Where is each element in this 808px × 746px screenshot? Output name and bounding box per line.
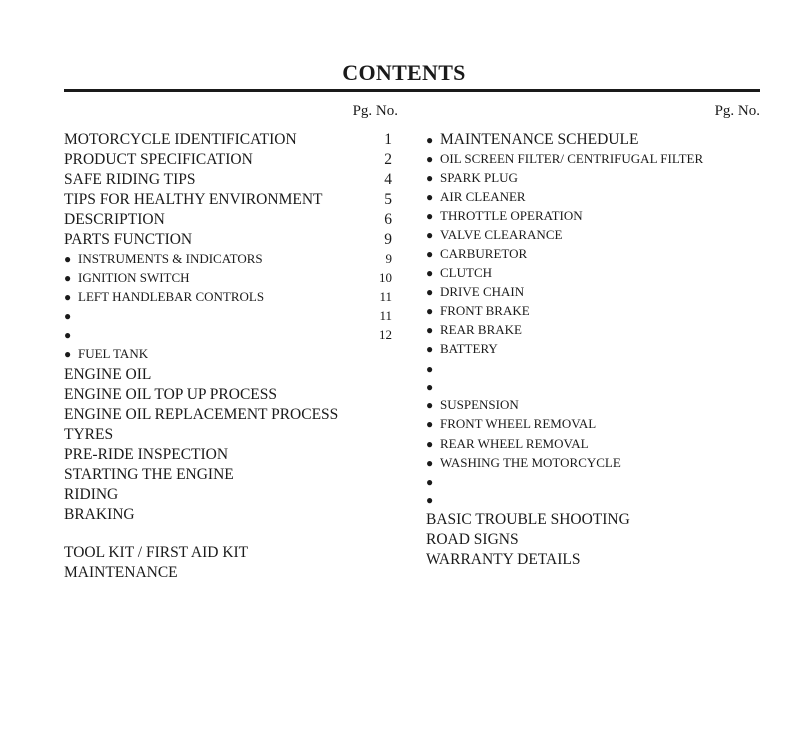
toc-subentry[interactable]: [64, 308, 398, 327]
toc-subentry[interactable]: [426, 265, 766, 284]
toc-entry[interactable]: [64, 446, 398, 466]
bullet-icon: ●: [64, 290, 72, 304]
toc-entry-label: LEFT HANDLEBAR CONTROLS: [78, 289, 265, 304]
toc-page-number: 1: [384, 131, 392, 148]
toc-entry-label: THROTTLE OPERATION: [440, 208, 583, 223]
toc-entry-label: ENGINE OIL TOP UP PROCESS: [64, 386, 278, 403]
toc-entry-label: ENGINE OIL: [64, 366, 152, 383]
bullet-icon: ●: [426, 190, 434, 204]
toc-entry-label: CARBURETOR: [440, 246, 528, 261]
toc-entry[interactable]: [426, 131, 766, 151]
toc-entry[interactable]: [64, 211, 398, 231]
toc-entry-label: REAR BRAKE: [440, 322, 522, 337]
toc-subentry[interactable]: [426, 379, 766, 397]
toc-page-number: 11: [379, 289, 392, 304]
bullet-icon: ●: [64, 271, 72, 285]
toc-entry[interactable]: [64, 506, 398, 526]
toc-entry[interactable]: [64, 386, 398, 406]
toc-subentry[interactable]: [426, 208, 766, 227]
toc-entry[interactable]: [64, 231, 398, 251]
toc-page-number: 9: [385, 251, 392, 266]
toc-entry-label: TYRES: [64, 426, 114, 443]
bullet-icon: ●: [426, 304, 434, 318]
page-title: CONTENTS: [342, 60, 466, 85]
toc-subentry[interactable]: [426, 492, 766, 511]
bullet-icon: ●: [426, 417, 434, 431]
toc-page-number: 10: [379, 270, 392, 285]
toc-entry-label: TIPS FOR HEALTHY ENVIRONMENT: [64, 191, 323, 208]
toc-entry-label: DESCRIPTION: [64, 211, 165, 228]
toc-entry[interactable]: [64, 426, 398, 446]
toc-entry-label: IGNITION SWITCH: [78, 270, 190, 285]
toc-subentry[interactable]: [426, 416, 766, 436]
toc-subentry[interactable]: [426, 246, 766, 265]
toc-entry[interactable]: [426, 511, 766, 531]
toc-subentry[interactable]: [426, 151, 766, 170]
toc-page-number: 9: [384, 231, 392, 248]
page-number-header-left: Pg. No.: [352, 103, 398, 119]
toc-entry-label: FRONT WHEEL REMOVAL: [440, 416, 597, 431]
toc-entry-label: WARRANTY DETAILS: [426, 551, 581, 568]
toc-page-number: 2: [384, 151, 392, 168]
toc-entry-label: SAFE RIDING TIPS: [64, 171, 196, 188]
toc-subentry[interactable]: [426, 474, 766, 492]
toc-entry[interactable]: [426, 531, 766, 551]
toc-subentry[interactable]: [426, 322, 766, 341]
bullet-icon: ●: [426, 380, 434, 394]
toc-subentry[interactable]: [426, 170, 766, 189]
toc-subentry[interactable]: [64, 327, 398, 346]
bullet-icon: ●: [426, 362, 434, 376]
toc-entry-label: REAR WHEEL REMOVAL: [440, 436, 589, 451]
bullet-icon: ●: [64, 252, 72, 266]
toc-entry-label: ROAD SIGNS: [426, 531, 519, 548]
toc-entry-label: FUEL TANK: [78, 346, 149, 361]
toc-subentry[interactable]: [64, 289, 398, 308]
toc-subentry[interactable]: [64, 251, 398, 270]
toc-entry-label: TOOL KIT / FIRST AID KIT: [64, 544, 249, 561]
contents-right-column: [426, 131, 766, 571]
toc-entry-label: PARTS FUNCTION: [64, 231, 193, 248]
toc-entry[interactable]: [64, 466, 398, 486]
bullet-icon: ●: [426, 266, 434, 280]
bullet-icon: ●: [426, 285, 434, 299]
bullet-icon: ●: [426, 323, 434, 337]
toc-entry-label: PRODUCT SPECIFICATION: [64, 151, 253, 168]
bullet-icon: ●: [426, 171, 434, 185]
toc-entry[interactable]: [64, 191, 398, 211]
toc-entry-label: ENGINE OIL REPLACEMENT PROCESS: [64, 406, 339, 423]
toc-subentry[interactable]: [64, 346, 398, 366]
bullet-icon: ●: [426, 133, 434, 147]
bullet-icon: ●: [426, 342, 434, 356]
title-divider: [64, 89, 760, 92]
bullet-icon: ●: [426, 152, 434, 166]
bullet-icon: ●: [426, 493, 434, 507]
bullet-icon: ●: [426, 247, 434, 261]
bullet-icon: ●: [426, 398, 434, 412]
toc-subentry[interactable]: [426, 397, 766, 416]
toc-entry-label: CLUTCH: [440, 265, 492, 280]
toc-page-number: 6: [384, 211, 392, 228]
toc-entry-label: PRE-RIDE INSPECTION: [64, 446, 229, 463]
toc-page-number: 4: [384, 171, 392, 188]
toc-entry[interactable]: [64, 151, 398, 171]
toc-entry-label: WASHING THE MOTORCYCLE: [440, 455, 621, 470]
toc-entry-label: STARTING THE ENGINE: [64, 466, 234, 483]
toc-subentry[interactable]: [426, 455, 766, 474]
toc-entry-label: SPARK PLUG: [440, 170, 518, 185]
toc-subentry[interactable]: [426, 341, 766, 361]
toc-subentry[interactable]: [426, 284, 766, 303]
toc-page-number: 5: [384, 191, 392, 208]
bullet-icon: ●: [64, 328, 72, 342]
toc-subentry[interactable]: [426, 361, 766, 379]
bullet-icon: ●: [426, 209, 434, 223]
section-spacer: [64, 526, 398, 544]
toc-entry-label: VALVE CLEARANCE: [440, 227, 563, 242]
toc-page-number: 11: [379, 308, 392, 323]
toc-entry-label: MAINTENANCE: [64, 564, 178, 581]
toc-subentry[interactable]: [64, 270, 398, 289]
toc-entry[interactable]: [64, 544, 398, 564]
bullet-icon: ●: [426, 437, 434, 451]
toc-entry-label: RIDING: [64, 486, 119, 503]
page-number-header-right: Pg. No.: [714, 103, 760, 119]
toc-entry-label: BASIC TROUBLE SHOOTING: [426, 511, 630, 528]
bullet-icon: ●: [64, 347, 72, 361]
toc-entry-label: MOTORCYCLE IDENTIFICATION: [64, 131, 297, 148]
bullet-icon: ●: [426, 475, 434, 489]
toc-entry[interactable]: [64, 564, 398, 584]
contents-left-column: [64, 131, 398, 584]
toc-entry-label: OIL SCREEN FILTER/ CENTRIFUGAL FILTER: [440, 151, 704, 166]
toc-entry-label: BATTERY: [440, 341, 498, 356]
toc-subentry[interactable]: [426, 436, 766, 455]
toc-subentry[interactable]: [426, 227, 766, 246]
toc-subentry[interactable]: [426, 303, 766, 322]
toc-entry-label: DRIVE CHAIN: [440, 284, 525, 299]
toc-entry-label: SUSPENSION: [440, 397, 519, 412]
toc-entry[interactable]: [64, 171, 398, 191]
toc-entry-label: BRAKING: [64, 506, 135, 523]
toc-entry[interactable]: [64, 131, 398, 151]
bullet-icon: ●: [426, 456, 434, 470]
toc-entry[interactable]: [64, 486, 398, 506]
toc-entry[interactable]: [64, 406, 398, 426]
toc-page-number: 12: [379, 327, 392, 342]
toc-entry-label: INSTRUMENTS & INDICATORS: [78, 251, 263, 266]
bullet-icon: ●: [426, 228, 434, 242]
toc-entry-label: AIR CLEANER: [440, 189, 526, 204]
toc-entry-label: FRONT BRAKE: [440, 303, 530, 318]
toc-subentry[interactable]: [426, 189, 766, 208]
toc-entry-label: MAINTENANCE SCHEDULE: [440, 131, 639, 148]
toc-entry[interactable]: [64, 366, 398, 386]
toc-entry[interactable]: [426, 551, 766, 571]
bullet-icon: ●: [64, 309, 72, 323]
